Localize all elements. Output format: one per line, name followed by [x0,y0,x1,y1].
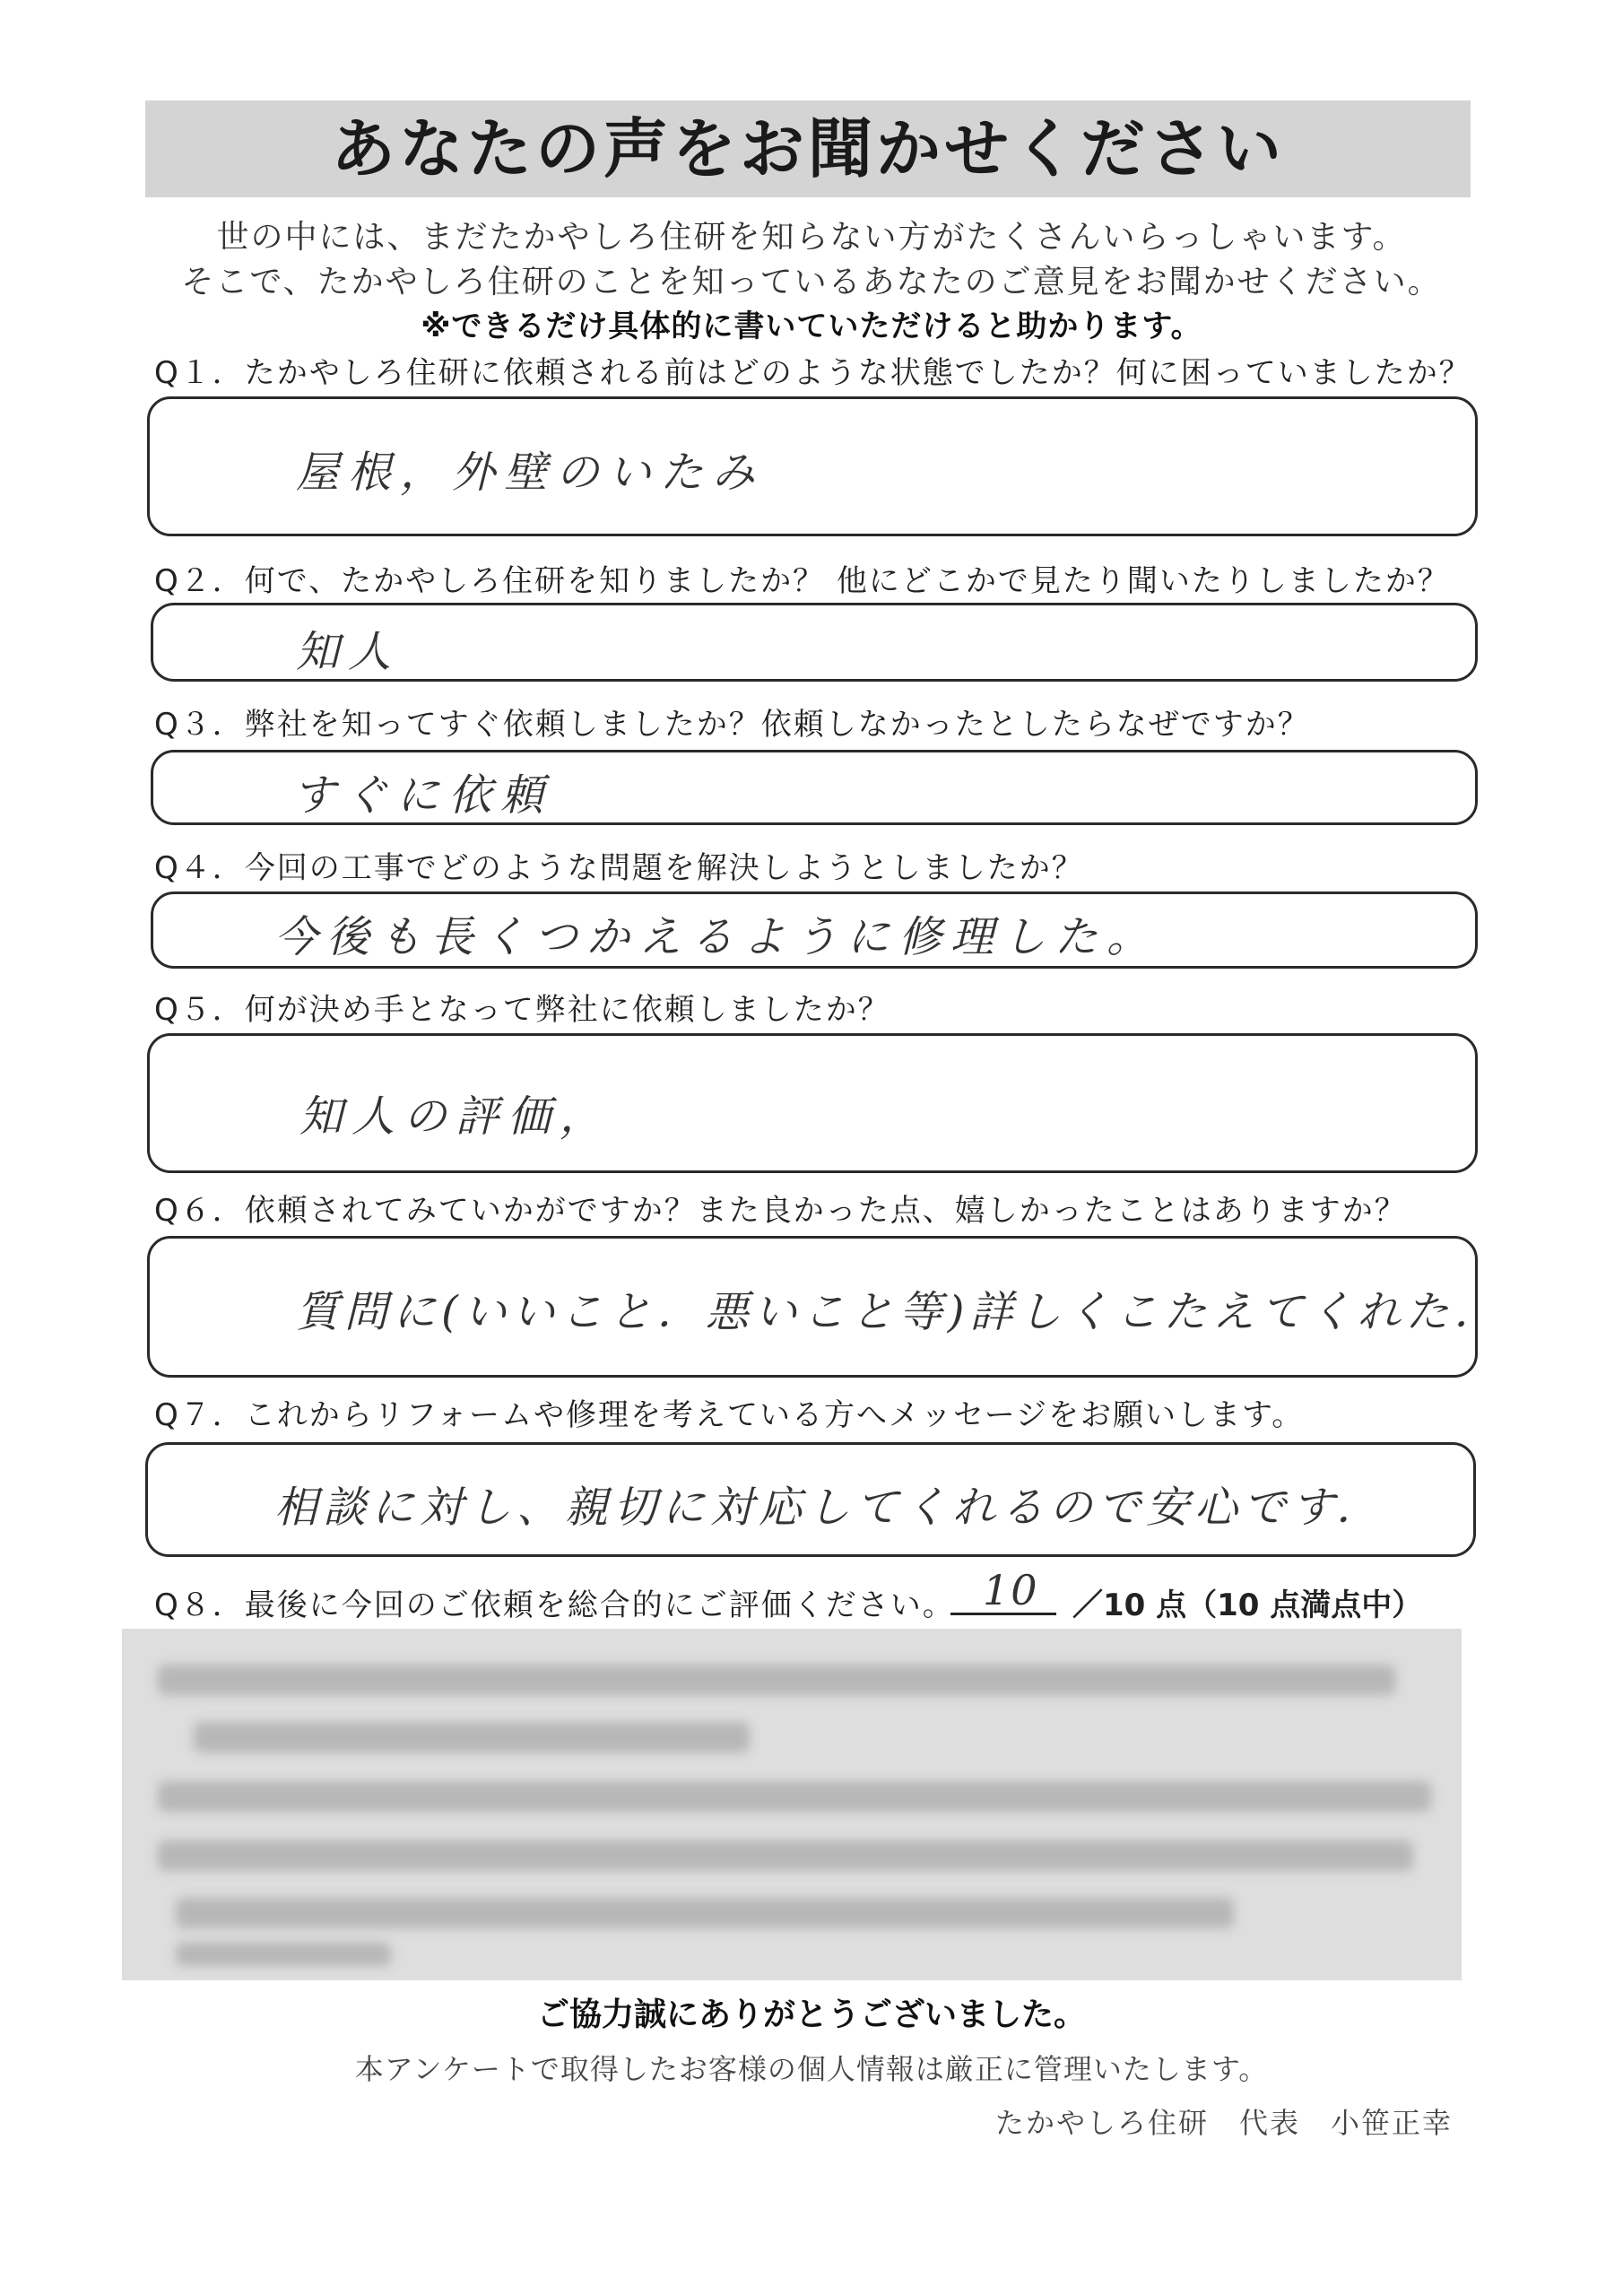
score-value: 10 [983,1566,1039,1614]
intro-line-1: 世の中には、まだたかやしろ住研を知らない方がたくさんいらっしゃいます。 [216,219,1407,256]
answer-7-text: 相談に対し、親切に対応してくれるので安心です． [274,1483,1385,1533]
answer-2-text: 知人 [296,627,401,677]
answer-6-text: 質問に(いいこと．悪いこと等)詳しくこたえてくれた． [296,1287,1503,1337]
question-6-label: Q６．依頼されてみていかがですか？また良かった点、嬉しかったことはありますか？ [154,1193,1407,1229]
answer-3-text: すぐに依頼 [292,770,553,821]
intro-note: ※できるだけ具体的に書いていただけると助かります。 [421,309,1202,344]
question-5-label: Q５．何が決め手となって弊社に依頼しましたか？ [154,992,890,1028]
question-4-label: Q４．今回の工事でどのような問題を解決しようとしましたか？ [154,850,1084,886]
answer-1-text: 屋根，外壁のいたみ [296,448,765,498]
score-suffix: ／10 点（10 点満点中） [1072,1587,1423,1623]
redacted-personal-info [122,1629,1462,1980]
question-2-label: Q２．何で、たかやしろ住研を知りましたか？ 他にどこかで見たり聞いたりしましたか？ [154,563,1450,599]
answer-4-text: 今後も長くつかえるように修理した。 [274,912,1159,962]
question-8-label: Q８．最後に今回のご依頼を総合的にご評価ください。 [154,1587,955,1623]
answer-5-text: 知人の評価， [299,1091,612,1142]
privacy-notice: 本アンケートで取得したお客様の個人情報は厳正に管理いたします。 [354,2052,1269,2086]
question-3-label: Q３．弊社を知ってすぐ依頼しましたか？依頼しなかったとしたらなぜですか？ [154,707,1310,743]
signature: たかやしろ住研 代表 小笹正幸 [994,2106,1453,2140]
question-7-label: Q７．これからリフォームや修理を考えている方へメッセージをお願いします。 [154,1397,1305,1433]
thanks-message: ご協力誠にありがとうございました。 [536,1996,1086,2033]
question-1-label: Q１．たかやしろ住研に依頼される前はどのような状態でしたか？何に困っていましたか？ [154,355,1471,391]
intro-line-2: そこで、たかやしろ住研のことを知っているあなたのご意見をお聞かせください。 [181,264,1442,300]
page-title: あなたの声をお聞かせください [330,111,1285,187]
